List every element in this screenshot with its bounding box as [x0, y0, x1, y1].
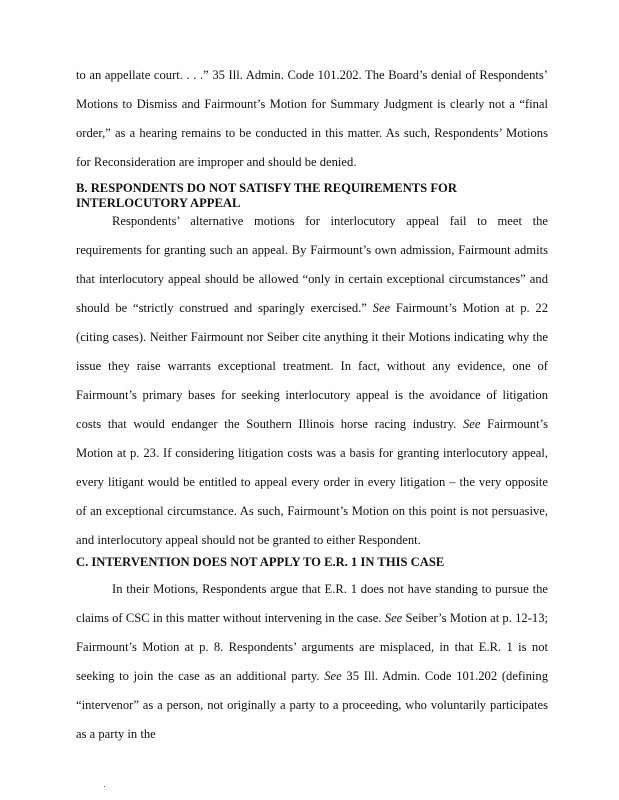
text-segment: Seiber’s Motion at p. 12-13; Fairmount’s Motion at p. 8. Respondents’ arguments are misplaced, in that E.R. 1 is not seeking to join the case as an additional party.	[76, 611, 548, 683]
text-segment: 35 Ill. Admin. Code 101.202 (defining “intervenor” as a person, not originally a party to a proceeding, who voluntarily participates as a party in the	[76, 669, 549, 741]
citation-signal: See	[384, 611, 403, 625]
paragraph-interlocutory-appeal	[76, 207, 548, 555]
citation-signal: See	[372, 301, 391, 315]
paragraph-reconsideration: to an appellate court. . . .” 35 Ill. Admin. Code 101.202. The Board’s denial of Respondents’ Motions to Dismiss and Fairmount’s Motion for Summary Judgment is clearly not a “final order,” as a hearing remains to be conducted in this matter. As such, Respondents’ Motions for Reconsideration are improper and should be denied.	[76, 68, 548, 169]
citation-signal: See	[324, 669, 342, 683]
scan-speck	[104, 786, 105, 787]
text-segment: Fairmount’s Motion at p. 22 (citing cases). Neither Fairmount nor Seiber cite anything it their Motions indicating why the issue they raise warrants exceptional treatment. In fact, without any evidence, one of Fairmount’s primary bases for seeking interlocutory appeal is the avoidance of litigation costs that would endanger the Southern Illinois horse racing industry.	[76, 301, 548, 431]
citation-signal: See	[463, 417, 481, 431]
paragraph-intervention	[76, 575, 548, 749]
heading-intervention: C. INTERVENTION DOES NOT APPLY TO E.R. 1 IN THIS CASE	[76, 555, 445, 569]
text-segment: In their Motions, Respondents argue that E.R. 1 does not have standing to pursue the claims of CSC in this matter without intervening in the case.	[76, 582, 548, 625]
text-segment: Fairmount’s Motion at p. 23. If considering litigation costs was a basis for granting interlocutory appeal, every litigant would be entitled to appeal every order in every litigation – the very opposite of an exceptional circumstance. As such, Fairmount’s Motion on this point is not persuasive, and interlocutory appeal should not be granted to either Respondent.	[76, 417, 548, 547]
heading-interlocutory-appeal: B. RESPONDENTS DO NOT SATISFY THE REQUIREMENTS FOR INTERLOCUTORY APPEAL	[76, 181, 457, 210]
text-segment: Respondents’ alternative motions for interlocutory appeal fail to meet the requirements for granting such an appeal. By Fairmount’s own admission, Fairmount admits that interlocutory appeal should be allowed “only in certain exceptional circumstances” and should be “strictly construed and sparingly exercised.”	[76, 214, 548, 315]
